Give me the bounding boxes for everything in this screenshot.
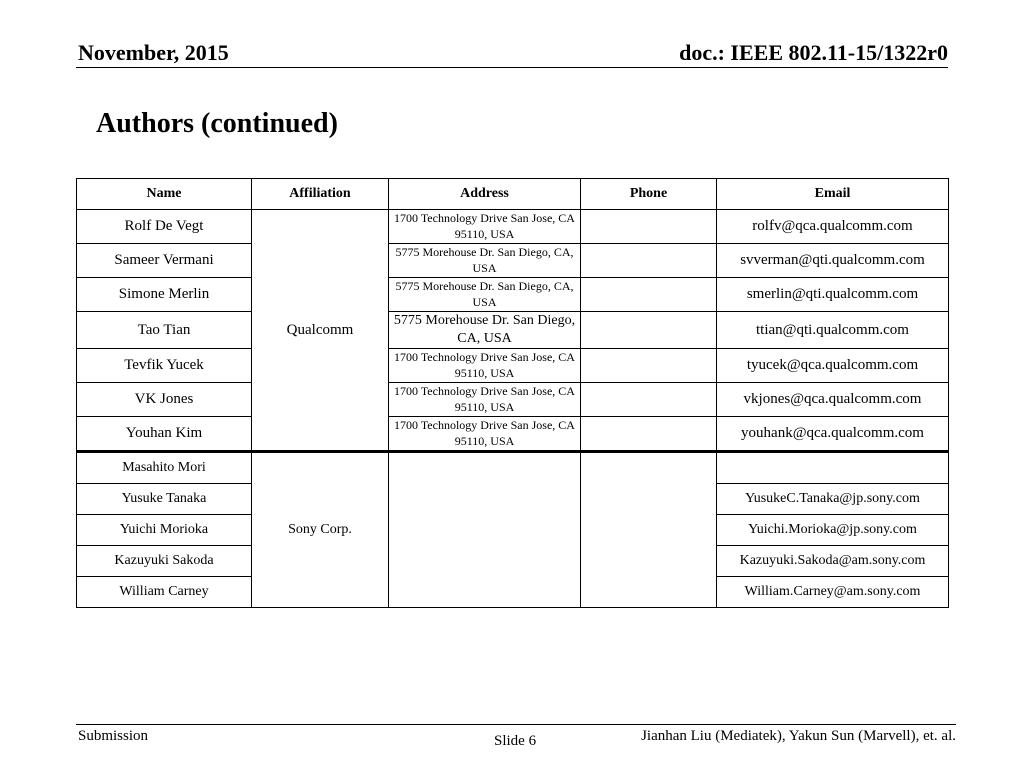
table-row [77, 349, 949, 383]
author-address: 1700 Technology Drive San Jose, CA 95110, USA [389, 210, 581, 244]
author-phone [581, 244, 717, 278]
author-address: 5775 Morehouse Dr. San Diego, CA, USA [389, 312, 581, 349]
author-phone [581, 210, 717, 244]
author-name: Youhan Kim [77, 417, 252, 452]
column-header-address: Address [389, 179, 581, 210]
column-header-email: Email [717, 179, 949, 210]
author-phone [581, 452, 717, 608]
author-name: VK Jones [77, 383, 252, 417]
author-email: tyucek@qca.qualcomm.com [717, 349, 949, 383]
author-name: Rolf De Vegt [77, 210, 252, 244]
table-row [77, 417, 949, 452]
author-email: Kazuyuki.Sakoda@am.sony.com [717, 546, 949, 577]
author-name: Yusuke Tanaka [77, 484, 252, 515]
header-doc-id: doc.: IEEE 802.11-15/1322r0 [679, 40, 948, 65]
table-row [77, 452, 949, 484]
author-address: 5775 Morehouse Dr. San Diego, CA, USA [389, 244, 581, 278]
author-address: 1700 Technology Drive San Jose, CA 95110, USA [389, 383, 581, 417]
author-email: YusukeC.Tanaka@jp.sony.com [717, 484, 949, 515]
footer-divider [76, 724, 956, 725]
table-row [77, 244, 949, 278]
table-header-row [77, 179, 949, 210]
author-address: 1700 Technology Drive San Jose, CA 95110, USA [389, 349, 581, 383]
table-row [77, 278, 949, 312]
author-name: Tao Tian [77, 312, 252, 349]
table-row [77, 210, 949, 244]
footer-authors: Jianhan Liu (Mediatek), Yakun Sun (Marvell), et. al. [641, 728, 956, 744]
author-address: 1700 Technology Drive San Jose, CA 95110, USA [389, 417, 581, 452]
author-email [717, 452, 949, 484]
author-affiliation: Qualcomm [252, 210, 389, 452]
author-name: William Carney [77, 577, 252, 608]
author-phone [581, 349, 717, 383]
footer-submission: Submission [78, 728, 149, 744]
author-name: Kazuyuki Sakoda [77, 546, 252, 577]
author-name: Yuichi Morioka [77, 515, 252, 546]
author-email: vkjones@qca.qualcomm.com [717, 383, 949, 417]
author-phone [581, 278, 717, 312]
author-email: smerlin@qti.qualcomm.com [717, 278, 949, 312]
author-name: Tevfik Yucek [77, 349, 252, 383]
header-divider [76, 67, 948, 68]
author-email: youhank@qca.qualcomm.com [717, 417, 949, 452]
author-email: ttian@qti.qualcomm.com [717, 312, 949, 349]
author-name: Sameer Vermani [77, 244, 252, 278]
slide-title: Authors (continued) [96, 108, 338, 139]
table-row [77, 383, 949, 417]
author-name: Simone Merlin [77, 278, 252, 312]
author-phone [581, 417, 717, 452]
author-address [389, 452, 581, 608]
footer-slide-number: Slide 6 [494, 733, 537, 749]
author-phone [581, 383, 717, 417]
author-name: Masahito Mori [77, 452, 252, 484]
authors-table [76, 178, 949, 608]
author-email: rolfv@qca.qualcomm.com [717, 210, 949, 244]
author-phone [581, 312, 717, 349]
column-header-affiliation: Affiliation [252, 179, 389, 210]
author-email: Yuichi.Morioka@jp.sony.com [717, 515, 949, 546]
author-email: William.Carney@am.sony.com [717, 577, 949, 608]
column-header-phone: Phone [581, 179, 717, 210]
author-email: svverman@qti.qualcomm.com [717, 244, 949, 278]
table-row [77, 312, 949, 349]
author-affiliation: Sony Corp. [252, 452, 389, 608]
column-header-name: Name [77, 179, 252, 210]
author-address: 5775 Morehouse Dr. San Diego, CA, USA [389, 278, 581, 312]
header-date: November, 2015 [78, 40, 229, 65]
